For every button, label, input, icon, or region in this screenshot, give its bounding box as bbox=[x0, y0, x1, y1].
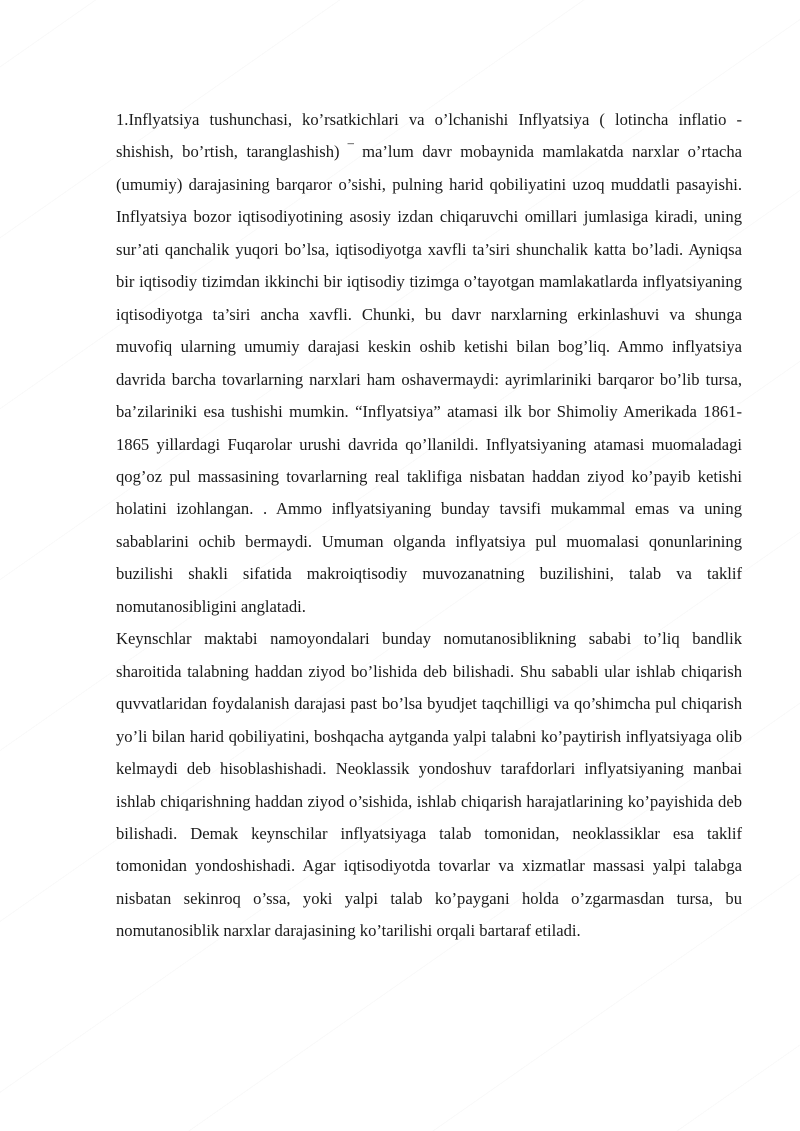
paragraph-inflation-definition: 1.Inflyatsiya tushunchasi, ko’rsatkichlari va o’lchanishi Inflyatsiya ( lotincha inflatio - shishish, bo’rtish, taranglashish) ‾ ma’lum davr mobaynida mamlakatda narxlar o’rtacha (umumiy) darajasining barqaror o’sishi, pulning harid qobiliyatini uzoq muddatli pasayishi. Inflyatsiya bozor iqtisodiyotining asosiy izdan chiqaruvchi omillari jumlasiga kiradi, uning sur’ati qanchalik yuqori bo’lsa, iqtisodiyotga xavfli ta’siri shunchalik katta bo’ladi. Ayniqsa bir iqtisodiy tizimdan ikkinchi bir iqtisodiy tizimga o’tayotgan mamlakatlarda inflyatsiyaning iqtisodiyotga ta’siri ancha xavfli. Chunki, bu davr narxlarning erkinlashuvi va shunga muvofiq ularning umumiy darajasi keskin oshib ketishi bilan bog’liq. Ammo inflyatsiya davrida barcha tovarlarning narxlari ham oshavermaydi: ayrimlariniki barqaror bo’lib tursa, ba’zilariniki esa tushishi mumkin. “Inflyatsiya” atamasi ilk bor Shimoliy Amerikada 1861-1865 yillardagi Fuqarolar urushi davrida qo’llanildi. Inflyatsiyaning atamasi muomaladagi qog’oz pul massasining tovarlarning real taklifiga nisbatan haddan ziyod ko’payib ketishi holatini izohlangan. . Ammo inflyatsiyaning bunday tavsifi mukammal emas va uning sabablarini ochib bermaydi. Umuman olganda inflyatsiya pul muomalasi qonunlarining buzilishi shakli sifatida makroiqtisodiy muvozanatning buzilishini, talab va taklif nomutanosibligini anglatadi. bbox=[116, 110, 742, 616]
paragraph-schools-of-thought: Keynschlar maktabi namoyondalari bunday nomutanosiblikning sababi to’liq bandlik sharoitida talabning haddan ziyod bo’lishida deb bilishadi. Shu sababli ular ishlab chiqarish quvvatlaridan foydalanish darajasi past bo’lsa byudjet taqchilligi va qo’shimcha pul chiqarish yo’li bilan harid qobiliyatini, boshqacha aytganda yalpi talabni ko’paytirish inflyatsiyaga olib kelmaydi deb hisoblashishadi. Neoklassik yondoshuv tarafdorlari inflyatsiyaning manbai ishlab chiqarishning haddan ziyod o’sishida, ishlab chiqarish harajatlarining ko’payishida deb bilishadi. Demak keynschilar inflyatsiyaga talab tomonidan, neoklassiklar esa taklif tomonidan yondoshishadi. Agar iqtisodiyotda tovarlar va xizmatlar massasi yalpi talabga nisbatan sekinroq o’ssa, yoki yalpi talab ko’paygani holda o’zgarmasdan tursa, bu nomutanosiblik narxlar darajasining ko’tarilishi orqali bartaraf etiladi. bbox=[116, 629, 742, 941]
document-page bbox=[116, 104, 742, 948]
